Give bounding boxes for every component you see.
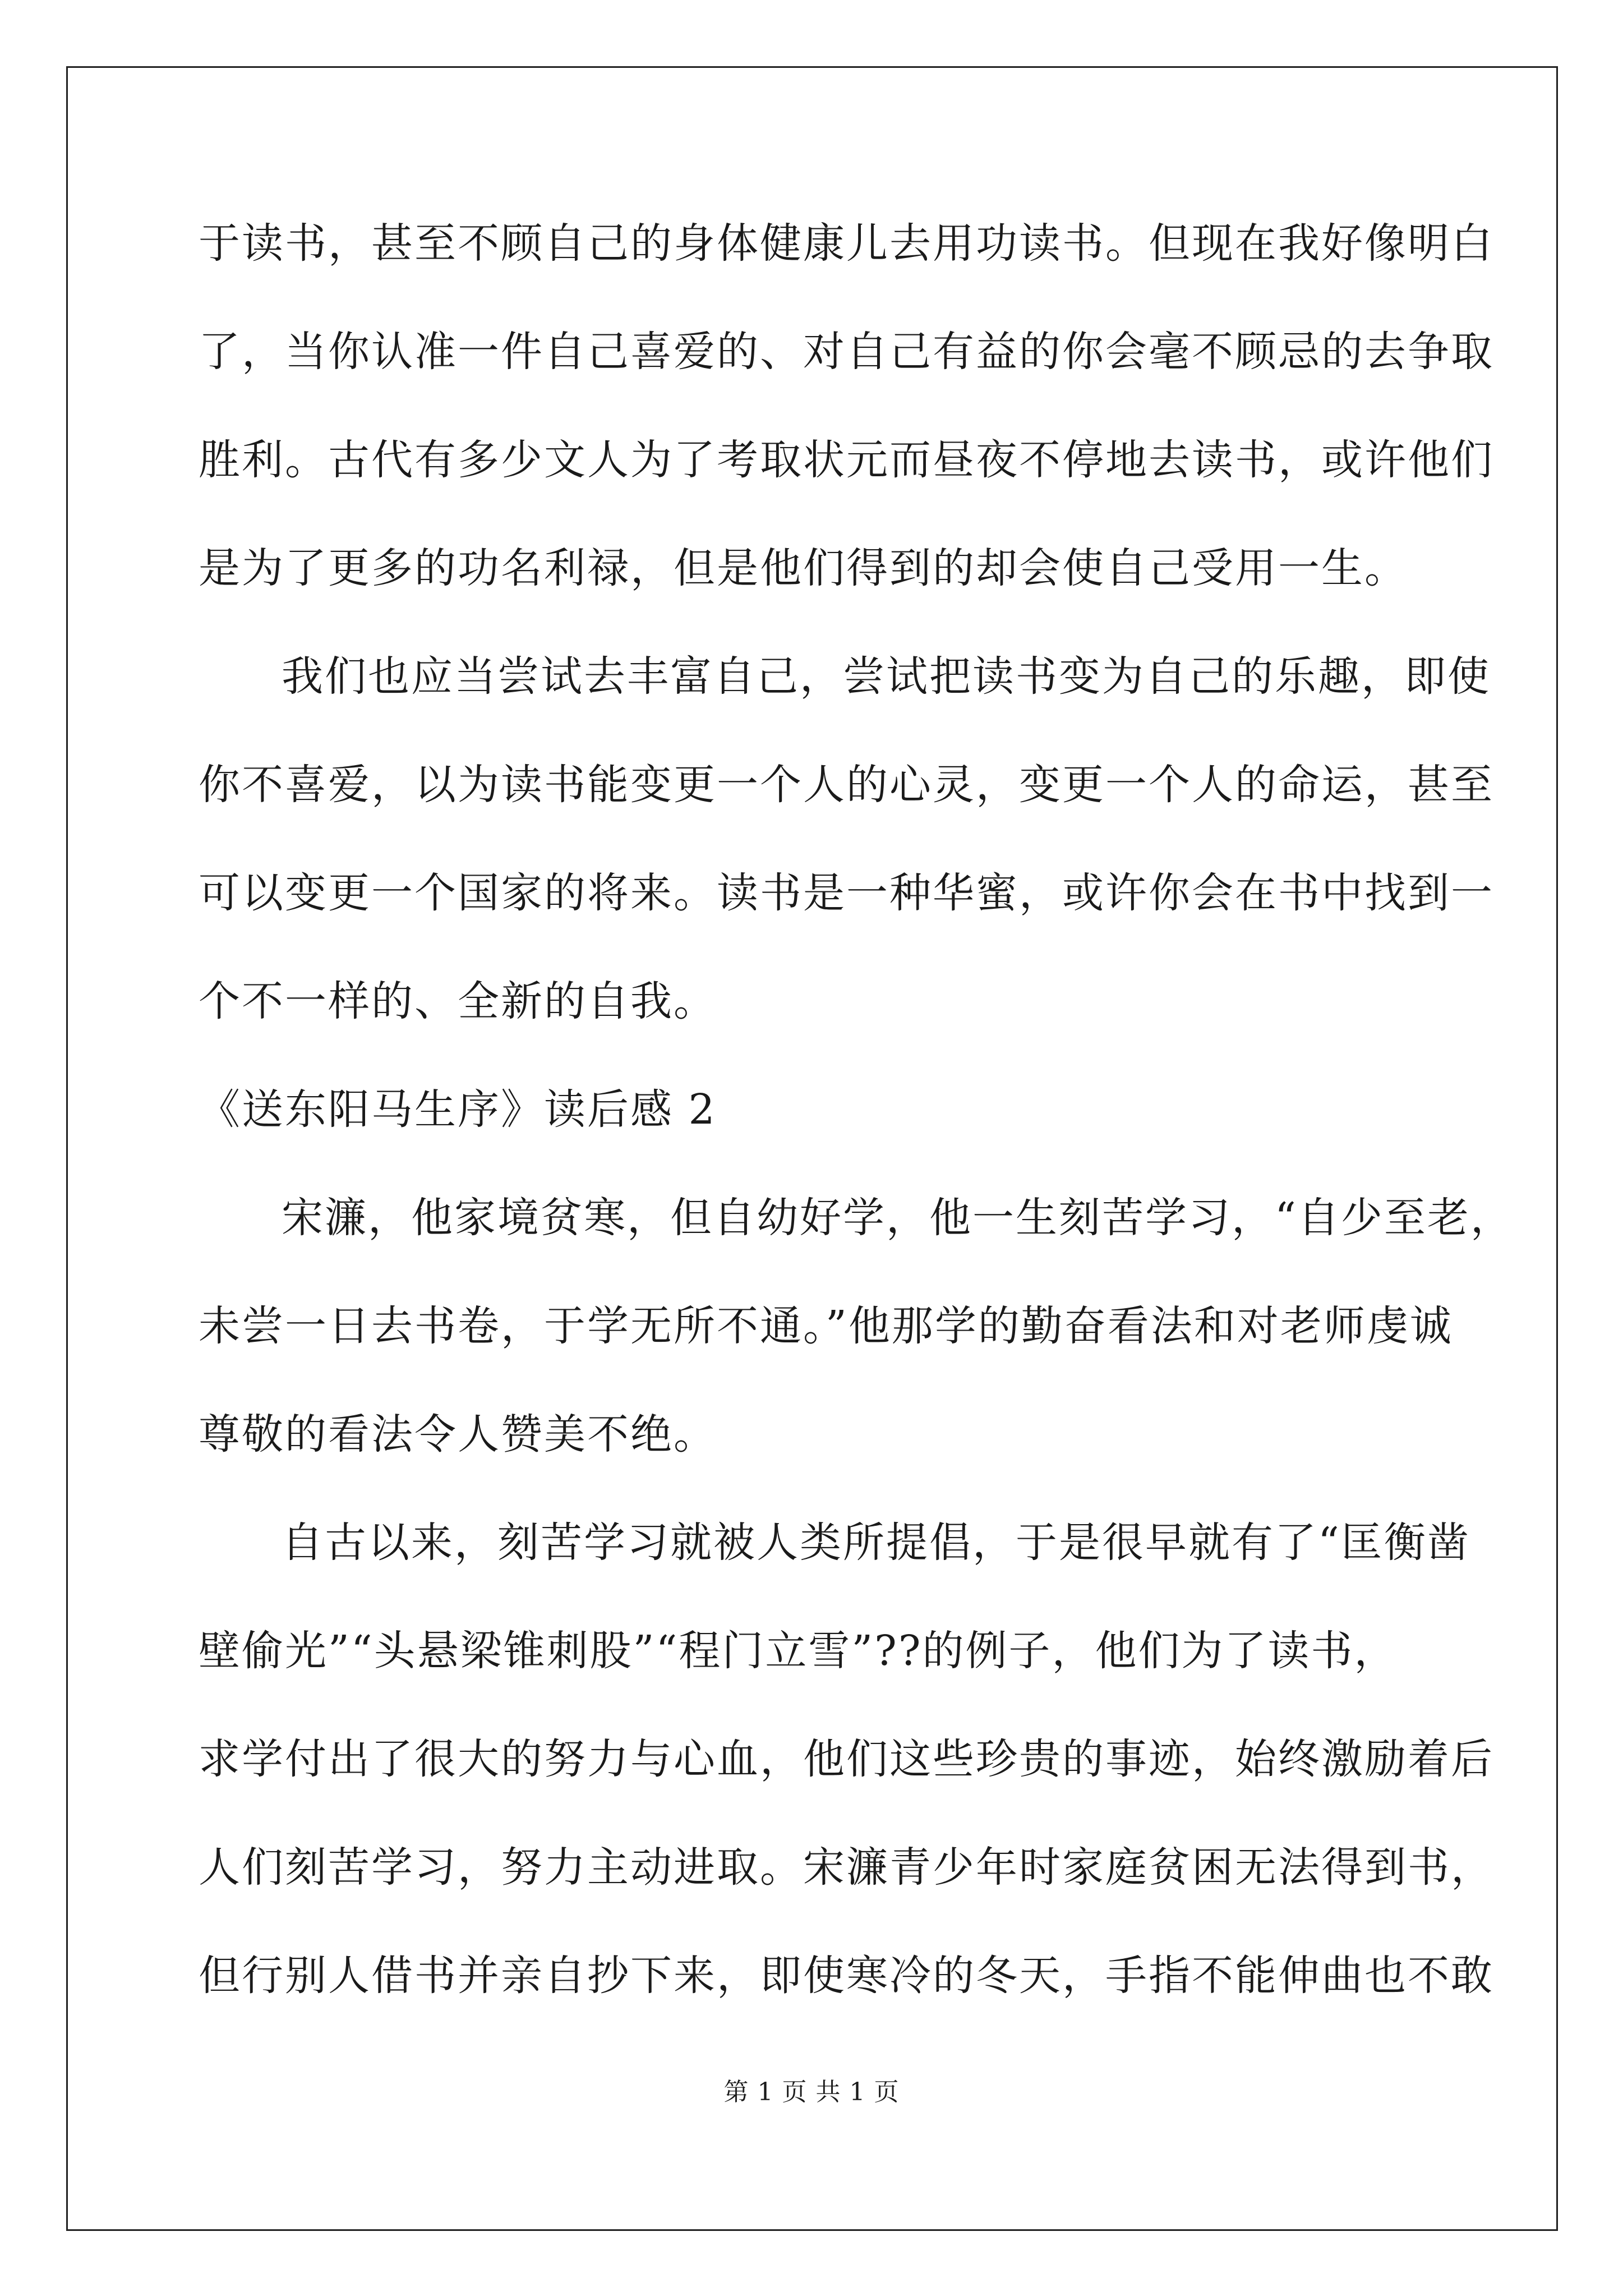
text-line: 人们刻苦学习，努力主动进取。宋濂青少年时家庭贫困无法得到书， xyxy=(199,1843,1494,1892)
text-line: 可以变更一个国家的将来。读书是一种华蜜，或许你会在书中找到一 xyxy=(199,869,1494,917)
text-line: 壁偷光”“头悬梁锥刺股”“程门立雪”??的例子，他们为了读书， xyxy=(199,1627,1398,1675)
page-footer: 第 1 页 共 1 页 xyxy=(723,2078,900,2106)
text-line: 求学付出了很大的努力与心血，他们这些珍贵的事迹，始终激励着后 xyxy=(199,1735,1494,1783)
text-line: 但行别人借书并亲自抄下来，即使寒冷的冬天，手指不能伸曲也不敢 xyxy=(199,1952,1494,2000)
text-line: 尊敬的看法令人赞美不绝。 xyxy=(199,1410,717,1458)
text-line: 未尝一日去书卷，于学无所不通。”他那学的勤奋看法和对老师虔诚 xyxy=(199,1302,1453,1350)
text-line: 你不喜爱，以为读书能变更一个人的心灵，变更一个人的命运，甚至 xyxy=(199,761,1494,809)
page-border xyxy=(66,66,1558,2231)
paragraph-start-line: 我们也应当尝试去丰富自己，尝试把读书变为自己的乐趣，即使 xyxy=(282,652,1491,701)
text-line: 了，当你认准一件自己喜爱的、对自己有益的你会毫不顾忌的去争取 xyxy=(199,328,1494,376)
text-line: 是为了更多的功名利禄，但是他们得到的却会使自己受用一生。 xyxy=(199,544,1408,592)
section-heading: 《送东阳马生序》读后感 2 xyxy=(199,1085,717,1134)
text-line: 于读书，甚至不顾自己的身体健康儿去用功读书。但现在我好像明白 xyxy=(199,219,1494,268)
text-line: 个不一样的、全新的自我。 xyxy=(199,977,717,1025)
paragraph-start-line: 宋濂，他家境贫寒，但自幼好学，他一生刻苦学习，“自少至老， xyxy=(282,1194,1514,1242)
paragraph-start-line: 自古以来，刻苦学习就被人类所提倡，于是很早就有了“匡衡凿 xyxy=(282,1519,1470,1567)
text-line: 胜利。古代有多少文人为了考取状元而昼夜不停地去读书，或许他们 xyxy=(199,436,1494,484)
